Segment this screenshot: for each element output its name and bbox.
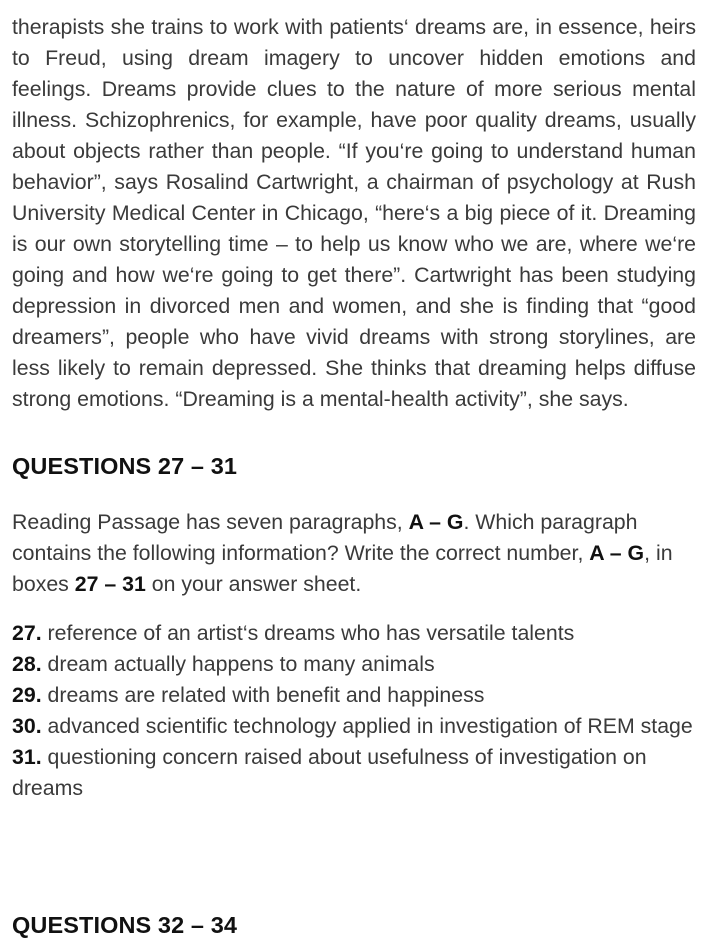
questions-32-34-heading: QUESTIONS 32 – 34	[12, 912, 238, 938]
answer-boxes-range: 27 – 31	[74, 572, 146, 596]
question-text: questioning concern raised about usefulness of investigation on dreams	[12, 745, 647, 800]
instructions-part-4: on your answer sheet.	[145, 572, 362, 596]
paragraph-range-2: A – G	[589, 541, 645, 565]
question-item-29	[12, 680, 696, 711]
question-item-27	[12, 618, 696, 649]
question-number: 29.	[12, 683, 42, 707]
questions-27-31-heading: QUESTIONS 27 – 31	[12, 453, 238, 479]
instructions-text	[12, 507, 696, 600]
question-text: dream actually happens to many animals	[41, 652, 435, 676]
instructions-part-1: Reading Passage has seven paragraphs,	[12, 510, 409, 534]
question-list	[12, 618, 696, 804]
question-item-30	[12, 711, 696, 742]
instructions-part-2: . Which paragraph contains the following information? Write the correct number,	[12, 510, 638, 565]
question-number: 31.	[12, 745, 42, 769]
question-number: 27.	[12, 621, 42, 645]
question-number: 30.	[12, 714, 42, 738]
passage-paragraph: therapists she trains to work with patients‘ dreams are, in essence, heirs to Freud, using dream imagery to uncover hidden emotions and feelings. Dreams provide clues to the nature of more serious mental illness. Schizophrenics, for example, have poor quality dreams, usually about objects rather than people. “If you‘re going to understand human behavior”, says Rosalind Cartwright, a chairman of psychology at Rush University Medical Center in Chicago, “here‘s a big piece of it. Dreaming is our own storytelling time – to help us know who we are, where we‘re going and how we‘re going to get there”. Cartwright has been studying depression in divorced men and women, and she is finding that “good dreamers”, people who have vivid dreams with strong storylines, are less likely to remain depressed. She thinks that dreaming helps diffuse strong emotions. “Dreaming is a mental-health activity”, she says.	[12, 15, 696, 411]
question-text: reference of an artist‘s dreams who has versatile talents	[41, 621, 575, 645]
question-number: 28.	[12, 652, 42, 676]
question-item-31	[12, 742, 696, 804]
question-text: advanced scientific technology applied in investigation of REM stage	[41, 714, 693, 738]
question-text: dreams are related with benefit and happiness	[41, 683, 485, 707]
paragraph-range-1: A – G	[408, 510, 464, 534]
question-item-28	[12, 649, 696, 680]
instructions-part-3: , in boxes	[12, 541, 673, 596]
